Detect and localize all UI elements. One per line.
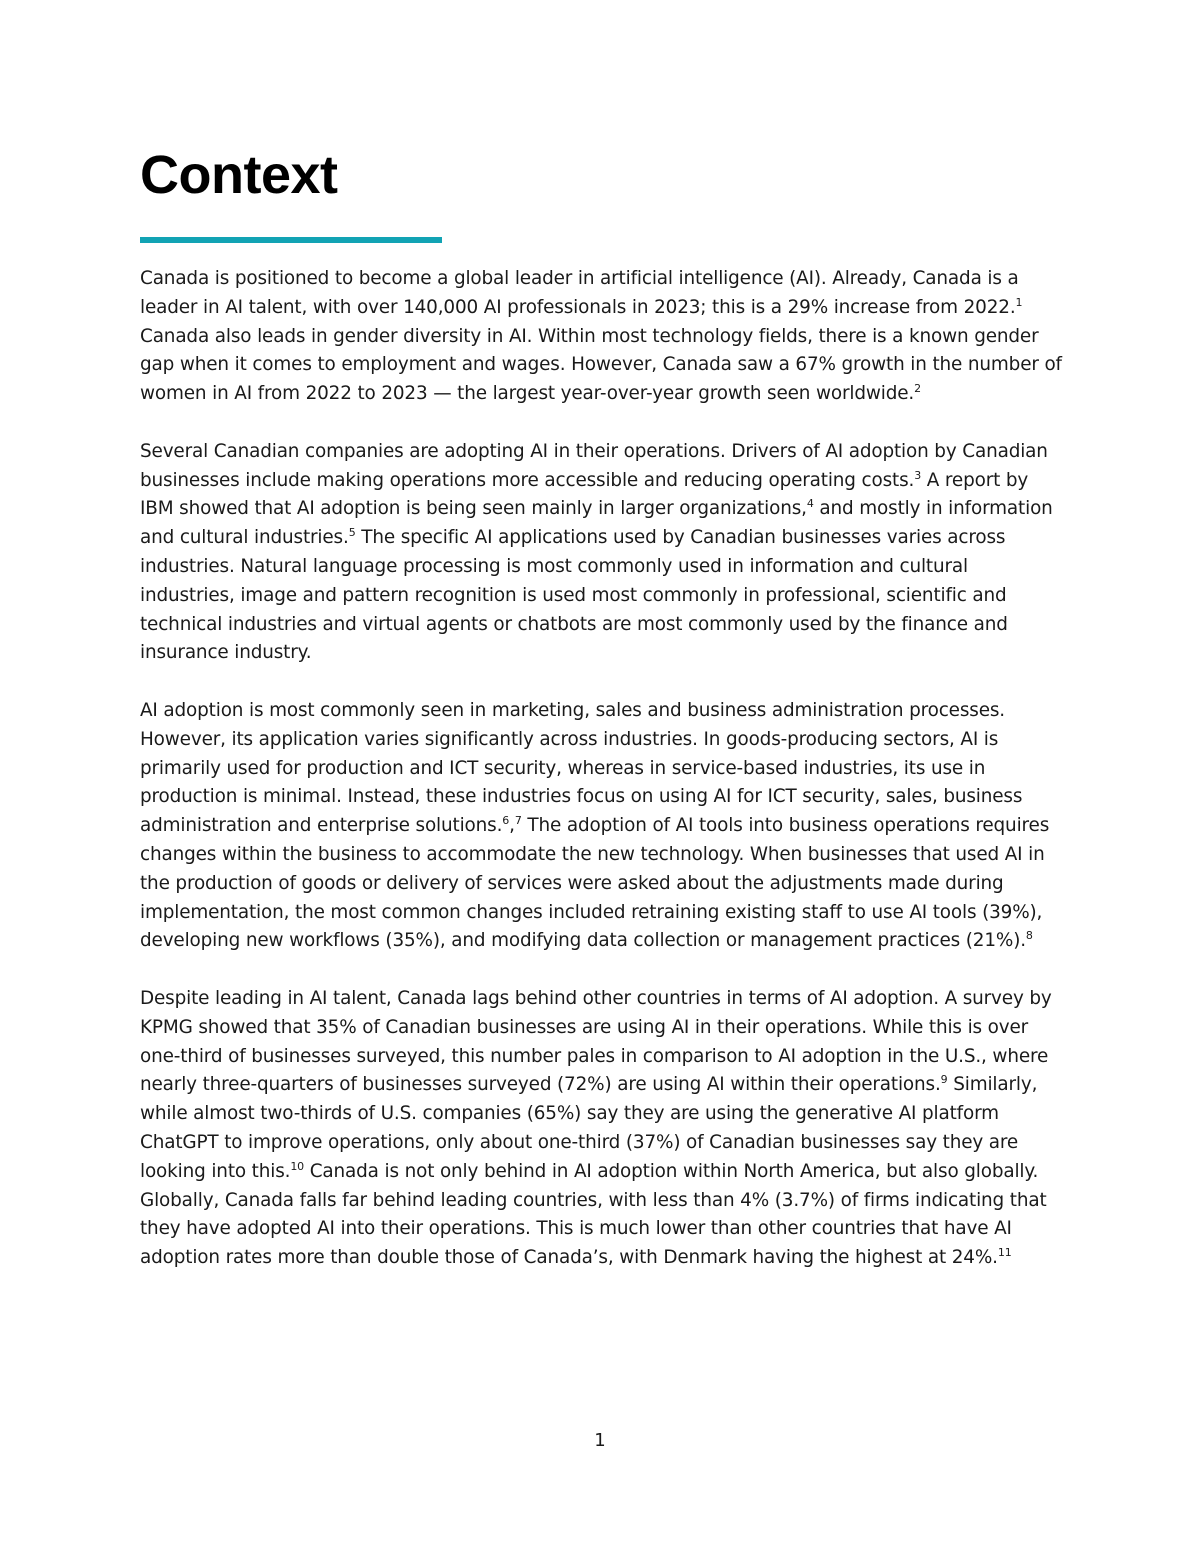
text-run: and mostly in information and cultural industries. bbox=[140, 498, 1053, 549]
footnote-marker: 2 bbox=[914, 382, 921, 396]
footnote-marker: 4 bbox=[806, 497, 814, 511]
text-run: AI adoption is most commonly seen in marketing, sales and business administration processes. However, its application varies significantly across industries. In goods-producing sectors, AI is primarily used for production and ICT security, whereas in service-based industries, its use in production is minimal. Instead, these industries focus on using AI for ICT security, sales, business administration and enterprise solutions. bbox=[140, 699, 1023, 837]
text-run: Canada also leads in gender diversity in AI. Within most technology fields, there is a known gender gap when it comes to employment and wages. However, Canada saw a 67% growth in the number of women in AI from 2022 to 2023 — the largest year-over-year growth seen worldwide. bbox=[140, 325, 1062, 405]
paragraph bbox=[140, 265, 1065, 409]
body-text bbox=[140, 265, 1065, 1302]
footnote-marker: 1 bbox=[1015, 295, 1023, 309]
text-run: Canada is positioned to become a global leader in artificial intelligence (AI). Already, Canada is a leader in AI talent, with over 140,000 AI professionals in 2023; this is a 29% increase from 2022. bbox=[140, 268, 1019, 318]
page-title: Context bbox=[140, 145, 338, 205]
paragraph bbox=[140, 697, 1065, 956]
page-number: 1 bbox=[594, 1430, 606, 1451]
footnote-marker: 5 bbox=[348, 526, 356, 540]
paragraph bbox=[140, 985, 1065, 1273]
footnote-marker: 8 bbox=[1025, 929, 1033, 943]
text-run: The adoption of AI tools into business operations requires changes within the business to accommodate the new technology. When businesses that used AI in the production of goods or delivery of services were asked about the adjustments made during implementation, the most common changes included retraining existing staff to use AI tools (39%), developing new workflows (35%), and modifying data collection or management practices (21%). bbox=[140, 815, 1050, 952]
footnote-marker: 9 bbox=[940, 1073, 948, 1087]
text-run: Canada is not only behind in AI adoption within North America, but also globally. Globally, Canada falls far behind leading countries, with less than 4% (3.7%) of firms indicating that they have adopted AI into their operations. This is much lower than other countries that have AI adoption rates more than double those of Canada’s, with Denmark having the highest at 24%. bbox=[140, 1160, 1047, 1269]
footnote-marker: 11 bbox=[997, 1245, 1012, 1259]
text-run: Several Canadian companies are adopting AI in their operations. Drivers of AI adoption by Canadian businesses include making operations more accessible and reducing operating costs. bbox=[140, 440, 1048, 491]
title-underline bbox=[140, 237, 442, 243]
text-run: Despite leading in AI talent, Canada lags behind other countries in terms of AI adoption. A survey by KPMG showed that 35% of Canadian businesses are using AI in their operations. While this is over one-third of businesses surveyed, this number pales in comparison to AI adoption in the U.S., where nearly three-quarters of businesses surveyed (72%) are using AI within their operations. bbox=[140, 987, 1052, 1096]
footnote-marker: 7 bbox=[514, 814, 522, 827]
footnote-marker: 6 bbox=[502, 814, 510, 827]
text-run: Similarly, while almost two-thirds of U.S. companies (65%) say they are using the generative AI platform ChatGPT to improve operations, only about one-third (37%) of Canadian businesses say they are looking into this. bbox=[140, 1074, 1038, 1182]
footnote-marker: 10 bbox=[290, 1159, 305, 1173]
footnote-marker: 3 bbox=[914, 468, 922, 482]
text-run: A report by IBM showed that AI adoption is being seen mainly in larger organizations, bbox=[140, 469, 1029, 520]
paragraph bbox=[140, 438, 1065, 668]
text-run: , bbox=[509, 815, 515, 837]
text-run: The specific AI applications used by Canadian businesses varies across industries. Natural language processing is most commonly used in information and cultural industries, image and pattern recognition is used most commonly in professional, scientific and technical industries and virtual agents or chatbots are most commonly used by the finance and insurance industry. bbox=[140, 527, 1008, 664]
